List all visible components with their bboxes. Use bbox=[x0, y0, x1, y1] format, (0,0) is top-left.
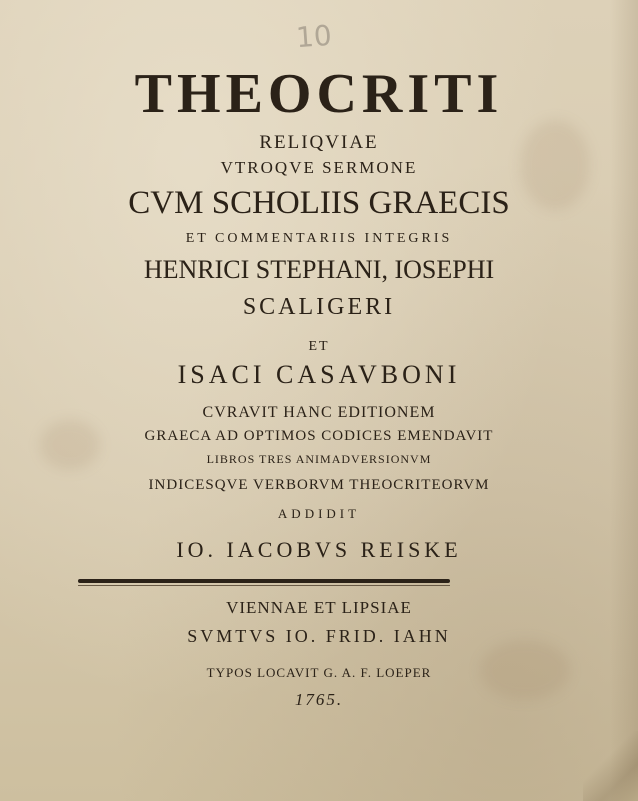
authors-line-2: SCALIGERI bbox=[242, 294, 396, 320]
editor-line-2: GRAECA AD OPTIMOS CODICES EMENDAVIT bbox=[144, 428, 494, 444]
imprint-printer: TYPOS LOCAVIT G. A. F. LOEPER bbox=[206, 665, 432, 680]
conjunction-et: ET bbox=[308, 339, 330, 354]
editor-line-4: INDICESQVE VERBORVM THEOCRITEORVM bbox=[148, 477, 490, 493]
pencil-annotation: 10 bbox=[294, 18, 333, 55]
editor-line-1: CVRAVIT HANC EDITIONEM bbox=[202, 404, 436, 421]
subtitle-vtroque: VTROQVE SERMONE bbox=[220, 158, 418, 177]
subtitle-reliquiae: RELIQVIAE bbox=[259, 132, 379, 153]
divider-rule bbox=[78, 579, 450, 583]
authors-line-1: HENRICI STEPHANI, IOSEPHI bbox=[143, 255, 495, 284]
book-title: THEOCRITI bbox=[134, 63, 504, 125]
imprint-place: VIENNAE ET LIPSIAE bbox=[226, 598, 412, 617]
subtitle-commentariis: ET COMMENTARIIS INTEGRIS bbox=[185, 231, 453, 246]
editor-line-5: ADDIDIT bbox=[277, 506, 361, 521]
editor-name: IO. IACOBVS REISKE bbox=[176, 537, 462, 562]
subtitle-scholiis: CVM SCHOLIIS GRAECIS bbox=[128, 185, 510, 221]
author-casaubon: ISACI CASAVBONI bbox=[177, 360, 461, 389]
divider-rule-thin bbox=[78, 585, 450, 586]
imprint-publisher: SVMTVS IO. FRID. IAHN bbox=[187, 626, 451, 646]
editor-line-3: LIBROS TRES ANIMADVERSIONVM bbox=[206, 452, 432, 466]
folded-corner bbox=[583, 731, 638, 801]
imprint-year: 1765. bbox=[294, 690, 344, 709]
